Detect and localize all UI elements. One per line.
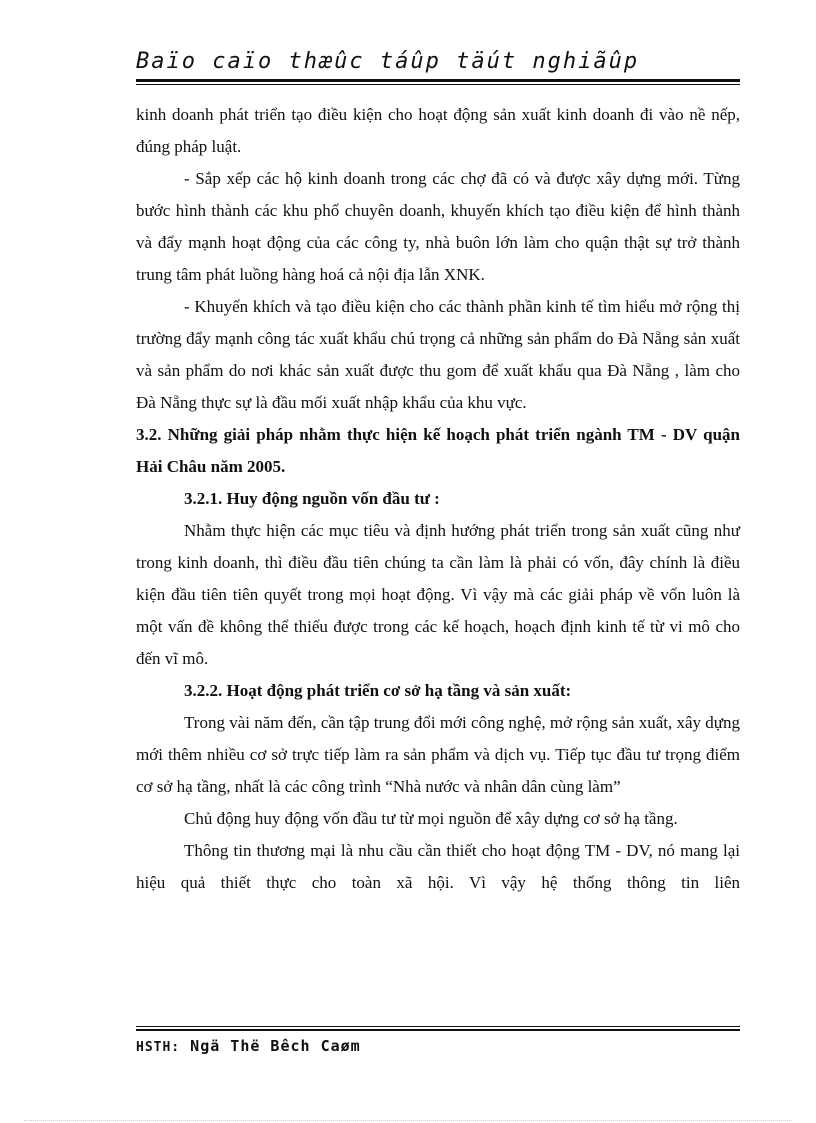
paragraph-trade-information: Thông tin thương mại là nhu cầu cần thiết cho hoạt động TM - DV, nó mang lại hiệu quả thiết thực cho toàn xã hội. Vì vậy hệ thống thông tin liên [136, 841, 740, 892]
paragraph-export-encouragement: - Khuyến khích và tạo điều kiện cho các thành phần kinh tế tìm hiểu mở rộng thị trường đẩy mạnh công tác xuất khẩu chú trọng cả những sản phẩm do Đà Nẵng sản xuất và sản phẩm do nơi khác sản xuất được thu gom để xuất khẩu qua Đà Nẵng , làm cho Đà Nẵng thực sự là đầu mối xuất nhập khẩu của khu vực. [136, 297, 740, 412]
footer-rule-thin [136, 1026, 740, 1027]
subsection-heading-3-2-2: 3.2.2. Hoạt động phát triển cơ sở hạ tầng và sản xuất: [184, 681, 572, 700]
page-header [136, 48, 740, 85]
subsection-heading-3-2-1: 3.2.1. Huy động nguồn vốn đầu tư : [184, 489, 440, 508]
paragraph-infrastructure: Trong vài năm đến, cần tập trung đổi mới công nghệ, mở rộng sản xuất, xây dựng mới thêm nhiều cơ sở trực tiếp làm ra sản phẩm và dịch vụ. Tiếp tục đầu tư trọng điểm cơ sở hạ tầng, nhất là các công trình “Nhà nước và nhân dân cùng làm” [136, 713, 740, 796]
page-bottom-border [24, 1120, 792, 1121]
footer-author [136, 1037, 740, 1055]
footer-rule-thick [136, 1029, 740, 1031]
paragraph-investment: Chủ động huy động vốn đầu tư từ mọi nguồn để xây dựng cơ sở hạ tầng. [184, 809, 678, 828]
paragraph-capital: Nhằm thực hiện các mục tiêu và định hướng phát triển trong sản xuất cũng như trong kinh doanh, thì điều đầu tiên chúng ta cần làm là phải có vốn, đây chính là điều kiện đầu tiên tiên quyết trong mọi hoạt động. Vì vậy mà các giải pháp về vốn luôn là một vấn đề không thể thiếu được trong các kế hoạch, hoạch định kinh tế từ vi mô cho đến vĩ mô. [136, 521, 740, 668]
document-body [136, 99, 740, 899]
header-title: Baïo caïo thæûc táûp täút nghiãûp [136, 49, 640, 74]
paragraph-market-arrangement: - Sắp xếp các hộ kinh doanh trong các chợ đã có và được xây dựng mới. Từng bước hình thành các khu phố chuyên doanh, khuyến khích tạo điều kiện để hình thành và đẩy mạnh hoạt động của các công ty, nhà buôn lớn làm cho quận thật sự trở thành trung tâm phát luồng hàng hoá cả nội địa lẫn XNK. [136, 169, 740, 284]
header-rule-thick [136, 79, 740, 82]
header-rule-thin [136, 84, 740, 85]
footer-name: Ngä Thë Bêch Caøm [190, 1037, 361, 1055]
footer-label: HSTH: [136, 1040, 181, 1055]
section-heading-3-2: 3.2. Những giải pháp nhằm thực hiện kế hoạch phát triển ngành TM - DV quận Hải Châu năm 2005. [136, 425, 740, 476]
paragraph-continuation: kinh doanh phát triển tạo điều kiện cho hoạt động sản xuất kinh doanh đi vào nề nếp, đúng pháp luật. [136, 105, 740, 156]
page-footer [136, 1026, 740, 1055]
